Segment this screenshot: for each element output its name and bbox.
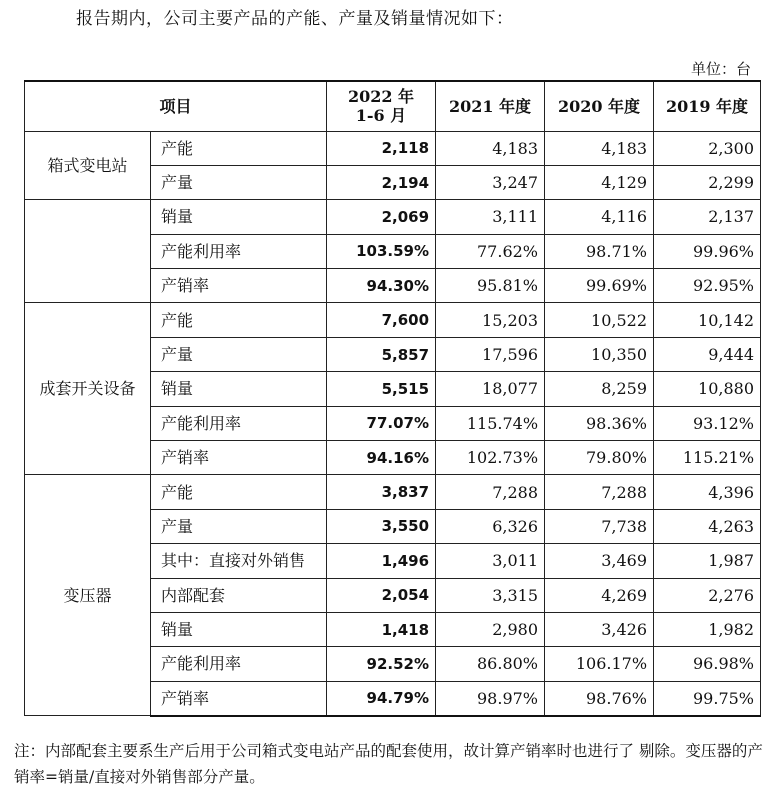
value-cell: 18,077 [436, 372, 545, 406]
value-cell: 3,315 [436, 578, 545, 612]
value-cell: 7,738 [545, 509, 654, 543]
value-cell: 99.69% [545, 269, 654, 303]
value-cell: 115.21% [654, 441, 761, 475]
metric-cell: 销量 [151, 612, 327, 646]
value-cell: 3,469 [545, 544, 654, 578]
category-cell: 变压器 [25, 475, 151, 716]
value-cell: 2,069 [327, 200, 436, 234]
table-row [25, 200, 761, 234]
value-cell: 1,496 [327, 544, 436, 578]
header-period-2022h1-months: 1-6 月 [355, 106, 407, 126]
value-cell: 3,837 [327, 475, 436, 509]
value-cell: 98.76% [545, 681, 654, 715]
table-header-row [25, 81, 761, 131]
table-row [25, 131, 761, 165]
value-cell: 4,263 [654, 509, 761, 543]
value-cell: 3,550 [327, 509, 436, 543]
value-cell: 2,118 [327, 131, 436, 165]
value-cell: 10,522 [545, 303, 654, 337]
metric-cell: 产能利用率 [151, 647, 327, 681]
value-cell: 79.80% [545, 441, 654, 475]
value-cell: 99.75% [654, 681, 761, 715]
metric-cell: 产能利用率 [151, 234, 327, 268]
value-cell: 5,857 [327, 337, 436, 371]
value-cell: 1,987 [654, 544, 761, 578]
metric-cell: 产销率 [151, 681, 327, 715]
value-cell: 3,011 [436, 544, 545, 578]
value-cell: 2,194 [327, 165, 436, 199]
category-cell [25, 200, 151, 303]
header-period-2022h1-year: 2022 年 [347, 87, 415, 107]
category-cell: 成套开关设备 [25, 303, 151, 475]
header-period-2019: 2019 年度 [654, 81, 761, 131]
value-cell: 77.07% [327, 406, 436, 440]
value-cell: 94.79% [327, 681, 436, 715]
table-row [25, 475, 761, 509]
value-cell: 106.17% [545, 647, 654, 681]
value-cell: 6,326 [436, 509, 545, 543]
value-cell: 99.96% [654, 234, 761, 268]
value-cell: 94.30% [327, 269, 436, 303]
value-cell: 17,596 [436, 337, 545, 371]
value-cell: 10,880 [654, 372, 761, 406]
value-cell: 2,054 [327, 578, 436, 612]
header-period-2022h1 [327, 81, 436, 131]
metric-cell: 产销率 [151, 441, 327, 475]
table-row [25, 303, 761, 337]
value-cell: 86.80% [436, 647, 545, 681]
value-cell: 1,418 [327, 612, 436, 646]
value-cell: 2,300 [654, 131, 761, 165]
value-cell: 4,269 [545, 578, 654, 612]
value-cell: 94.16% [327, 441, 436, 475]
value-cell: 3,426 [545, 612, 654, 646]
value-cell: 2,276 [654, 578, 761, 612]
value-cell: 2,980 [436, 612, 545, 646]
value-cell: 4,129 [545, 165, 654, 199]
category-cell: 箱式变电站 [25, 131, 151, 200]
metric-cell: 产量 [151, 509, 327, 543]
value-cell: 7,600 [327, 303, 436, 337]
unit-label: 单位：台 [690, 60, 751, 78]
value-cell: 2,137 [654, 200, 761, 234]
metric-cell: 产能 [151, 475, 327, 509]
value-cell: 3,247 [436, 165, 545, 199]
value-cell: 10,142 [654, 303, 761, 337]
value-cell: 7,288 [545, 475, 654, 509]
value-cell: 77.62% [436, 234, 545, 268]
value-cell: 95.81% [436, 269, 545, 303]
capacity-table [24, 80, 761, 717]
value-cell: 92.52% [327, 647, 436, 681]
metric-cell: 内部配套 [151, 578, 327, 612]
value-cell: 7,288 [436, 475, 545, 509]
value-cell: 98.36% [545, 406, 654, 440]
metric-cell: 产能利用率 [151, 406, 327, 440]
value-cell: 115.74% [436, 406, 545, 440]
value-cell: 102.73% [436, 441, 545, 475]
value-cell: 92.95% [654, 269, 761, 303]
value-cell: 96.98% [654, 647, 761, 681]
metric-cell: 销量 [151, 372, 327, 406]
footnote: 注：内部配套主要系生产后用于公司箱式变电站产品的配套使用，故计算产销率时也进行了 剔除。变压器的产销率=销量/直接对外销售部分产量。 [14, 742, 763, 786]
value-cell: 8,259 [545, 372, 654, 406]
value-cell: 103.59% [327, 234, 436, 268]
value-cell: 9,444 [654, 337, 761, 371]
value-cell: 10,350 [545, 337, 654, 371]
value-cell: 5,515 [327, 372, 436, 406]
value-cell: 1,982 [654, 612, 761, 646]
metric-cell: 其中：直接对外销售 [151, 544, 327, 578]
value-cell: 4,396 [654, 475, 761, 509]
value-cell: 4,183 [436, 131, 545, 165]
value-cell: 4,116 [545, 200, 654, 234]
value-cell: 98.97% [436, 681, 545, 715]
value-cell: 98.71% [545, 234, 654, 268]
value-cell: 15,203 [436, 303, 545, 337]
header-period-2021: 2021 年度 [436, 81, 545, 131]
metric-cell: 销量 [151, 200, 327, 234]
header-item: 项目 [25, 81, 327, 131]
value-cell: 4,183 [545, 131, 654, 165]
metric-cell: 产销率 [151, 269, 327, 303]
metric-cell: 产能 [151, 303, 327, 337]
header-period-2020: 2020 年度 [545, 81, 654, 131]
value-cell: 93.12% [654, 406, 761, 440]
value-cell: 3,111 [436, 200, 545, 234]
intro-text: 报告期内，公司主要产品的产能、产量及销量情况如下： [76, 9, 514, 29]
metric-cell: 产能 [151, 131, 327, 165]
value-cell: 2,299 [654, 165, 761, 199]
metric-cell: 产量 [151, 337, 327, 371]
metric-cell: 产量 [151, 165, 327, 199]
